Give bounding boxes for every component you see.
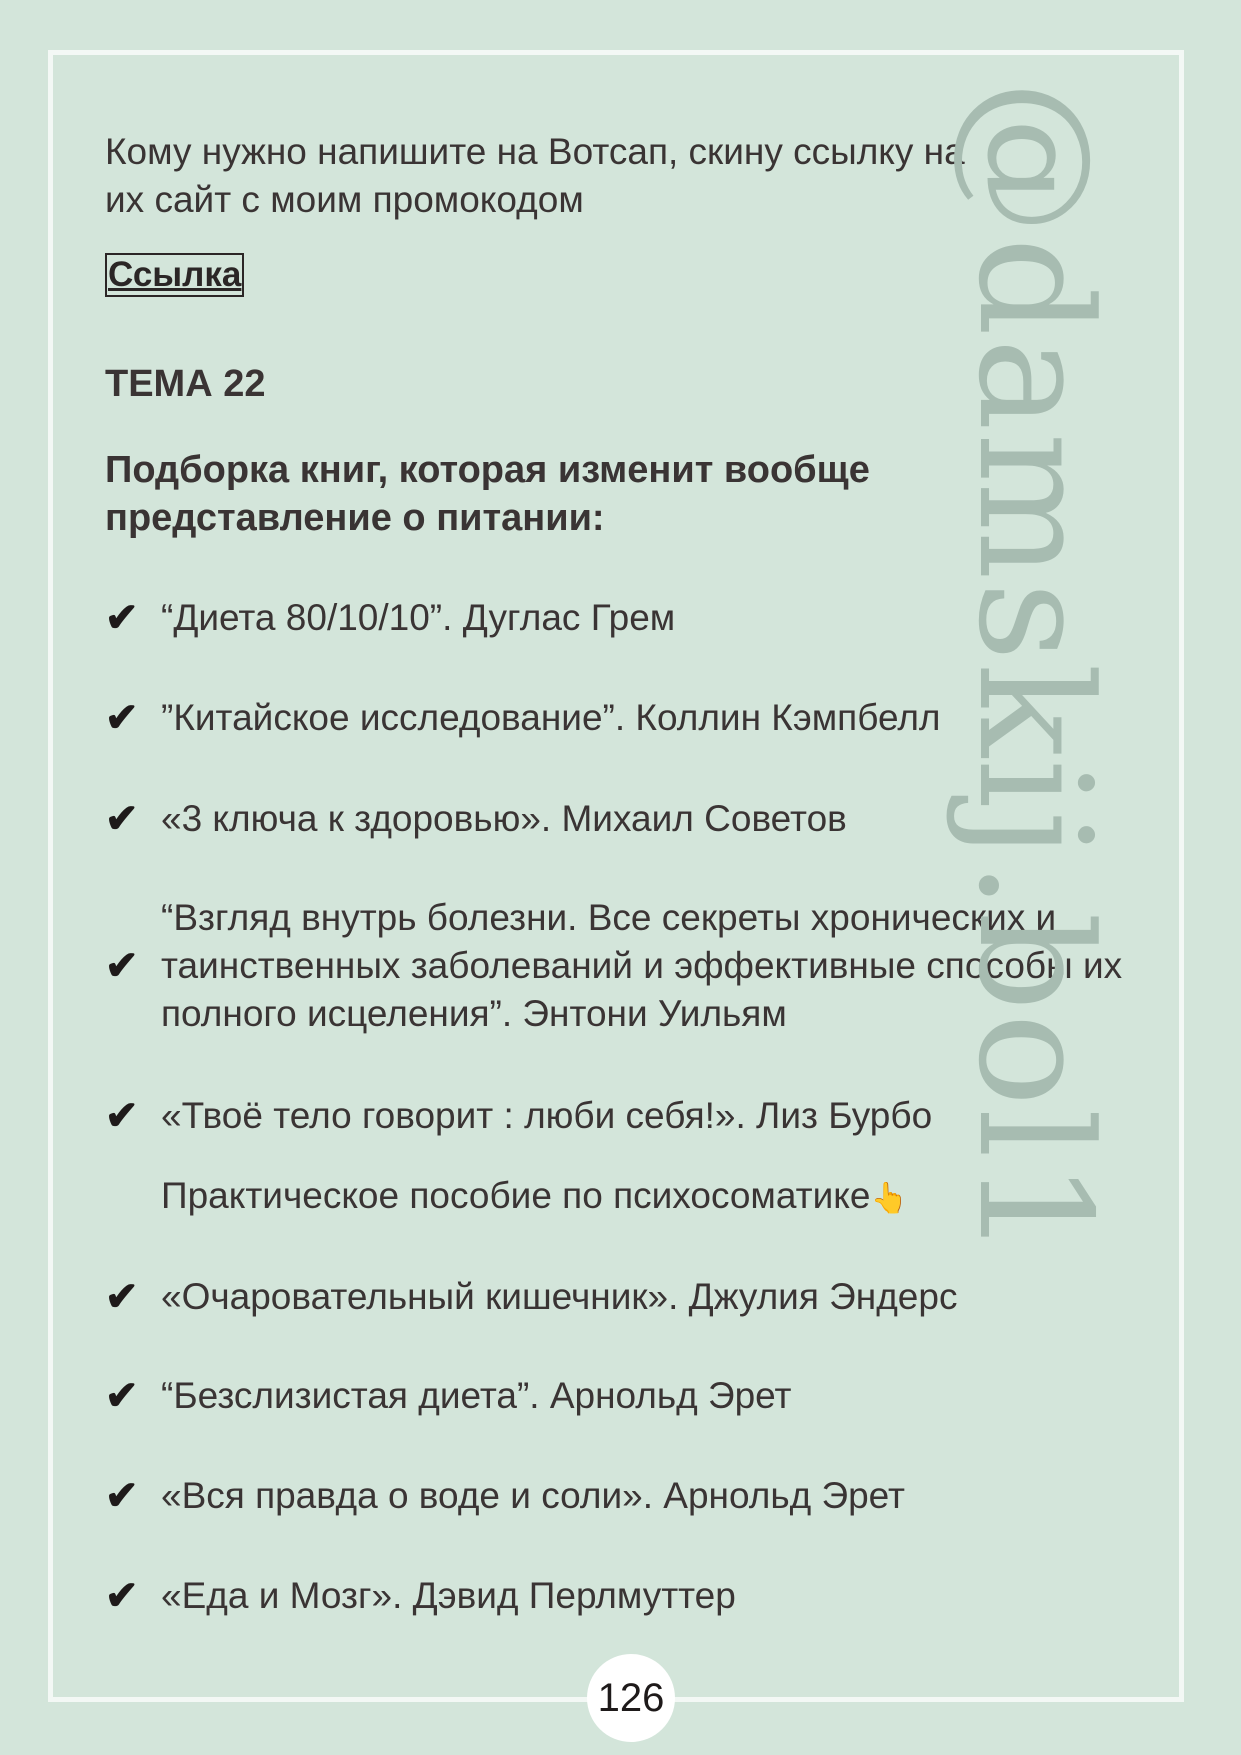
- page-number: 126: [597, 1675, 665, 1720]
- check-icon: ✔: [105, 596, 139, 640]
- check-icon: ✔: [105, 1275, 139, 1319]
- book-title: «Еда и Мозг». Дэвид Перлмуттер: [161, 1575, 736, 1616]
- link-button[interactable]: Ссылка: [105, 253, 244, 297]
- book-item: [105, 1572, 1145, 1620]
- book-title: “Взгляд внутрь болезни. Все секреты хронических и таинственных заболеваний и эффективные способы их полного исцеления”. Энтони Уильям: [161, 897, 1123, 1034]
- book-title: «Твоё тело говорит : люби себя!». Лиз Бурбо: [161, 1095, 933, 1136]
- book-title: “Диета 80/10/10”. Дуглас Грем: [161, 597, 676, 638]
- watermark: @damskij.bol1: [944, 80, 1125, 1261]
- book-title: «Вся правда о воде и соли». Арнольд Эрет: [161, 1475, 905, 1516]
- book-item: [105, 894, 1145, 1038]
- check-icon: ✔: [105, 1374, 139, 1418]
- section-heading: Подборка книг, которая изменит вообще представление о питании:: [105, 449, 870, 539]
- check-icon: ✔: [105, 944, 139, 988]
- book-title: ”Китайское исследование”. Коллин Кэмпбелл: [161, 697, 941, 738]
- book-item: [105, 694, 1145, 742]
- book-item: [105, 1092, 1145, 1140]
- check-icon: ✔: [105, 696, 139, 740]
- pointing-up-icon: 👆: [870, 1182, 908, 1215]
- book-note: [161, 1172, 908, 1223]
- check-icon: ✔: [105, 1574, 139, 1618]
- book-title: «3 ключа к здоровью». Михаил Советов: [161, 798, 847, 839]
- book-item: [105, 795, 1145, 843]
- book-item: [105, 1372, 1145, 1420]
- intro-text: Кому нужно напишите на Вотсап, скину ссылку на их сайт с моим промокодом: [105, 131, 965, 220]
- check-icon: ✔: [105, 1474, 139, 1518]
- book-title: “Безслизистая диета”. Арнольд Эрет: [161, 1375, 792, 1416]
- topic-label: ТЕМА 22: [105, 363, 266, 405]
- book-title: «Очаровательный кишечник». Джулия Эндерс: [161, 1276, 958, 1317]
- book-item: [105, 1472, 1145, 1520]
- page-number-badge: [587, 1654, 675, 1742]
- book-item: [105, 594, 1145, 642]
- page-frame: [48, 50, 1184, 1702]
- book-item: [105, 1273, 1145, 1321]
- check-icon: ✔: [105, 797, 139, 841]
- book-note-text: Практическое пособие по психосоматике: [161, 1175, 871, 1216]
- check-icon: ✔: [105, 1094, 139, 1138]
